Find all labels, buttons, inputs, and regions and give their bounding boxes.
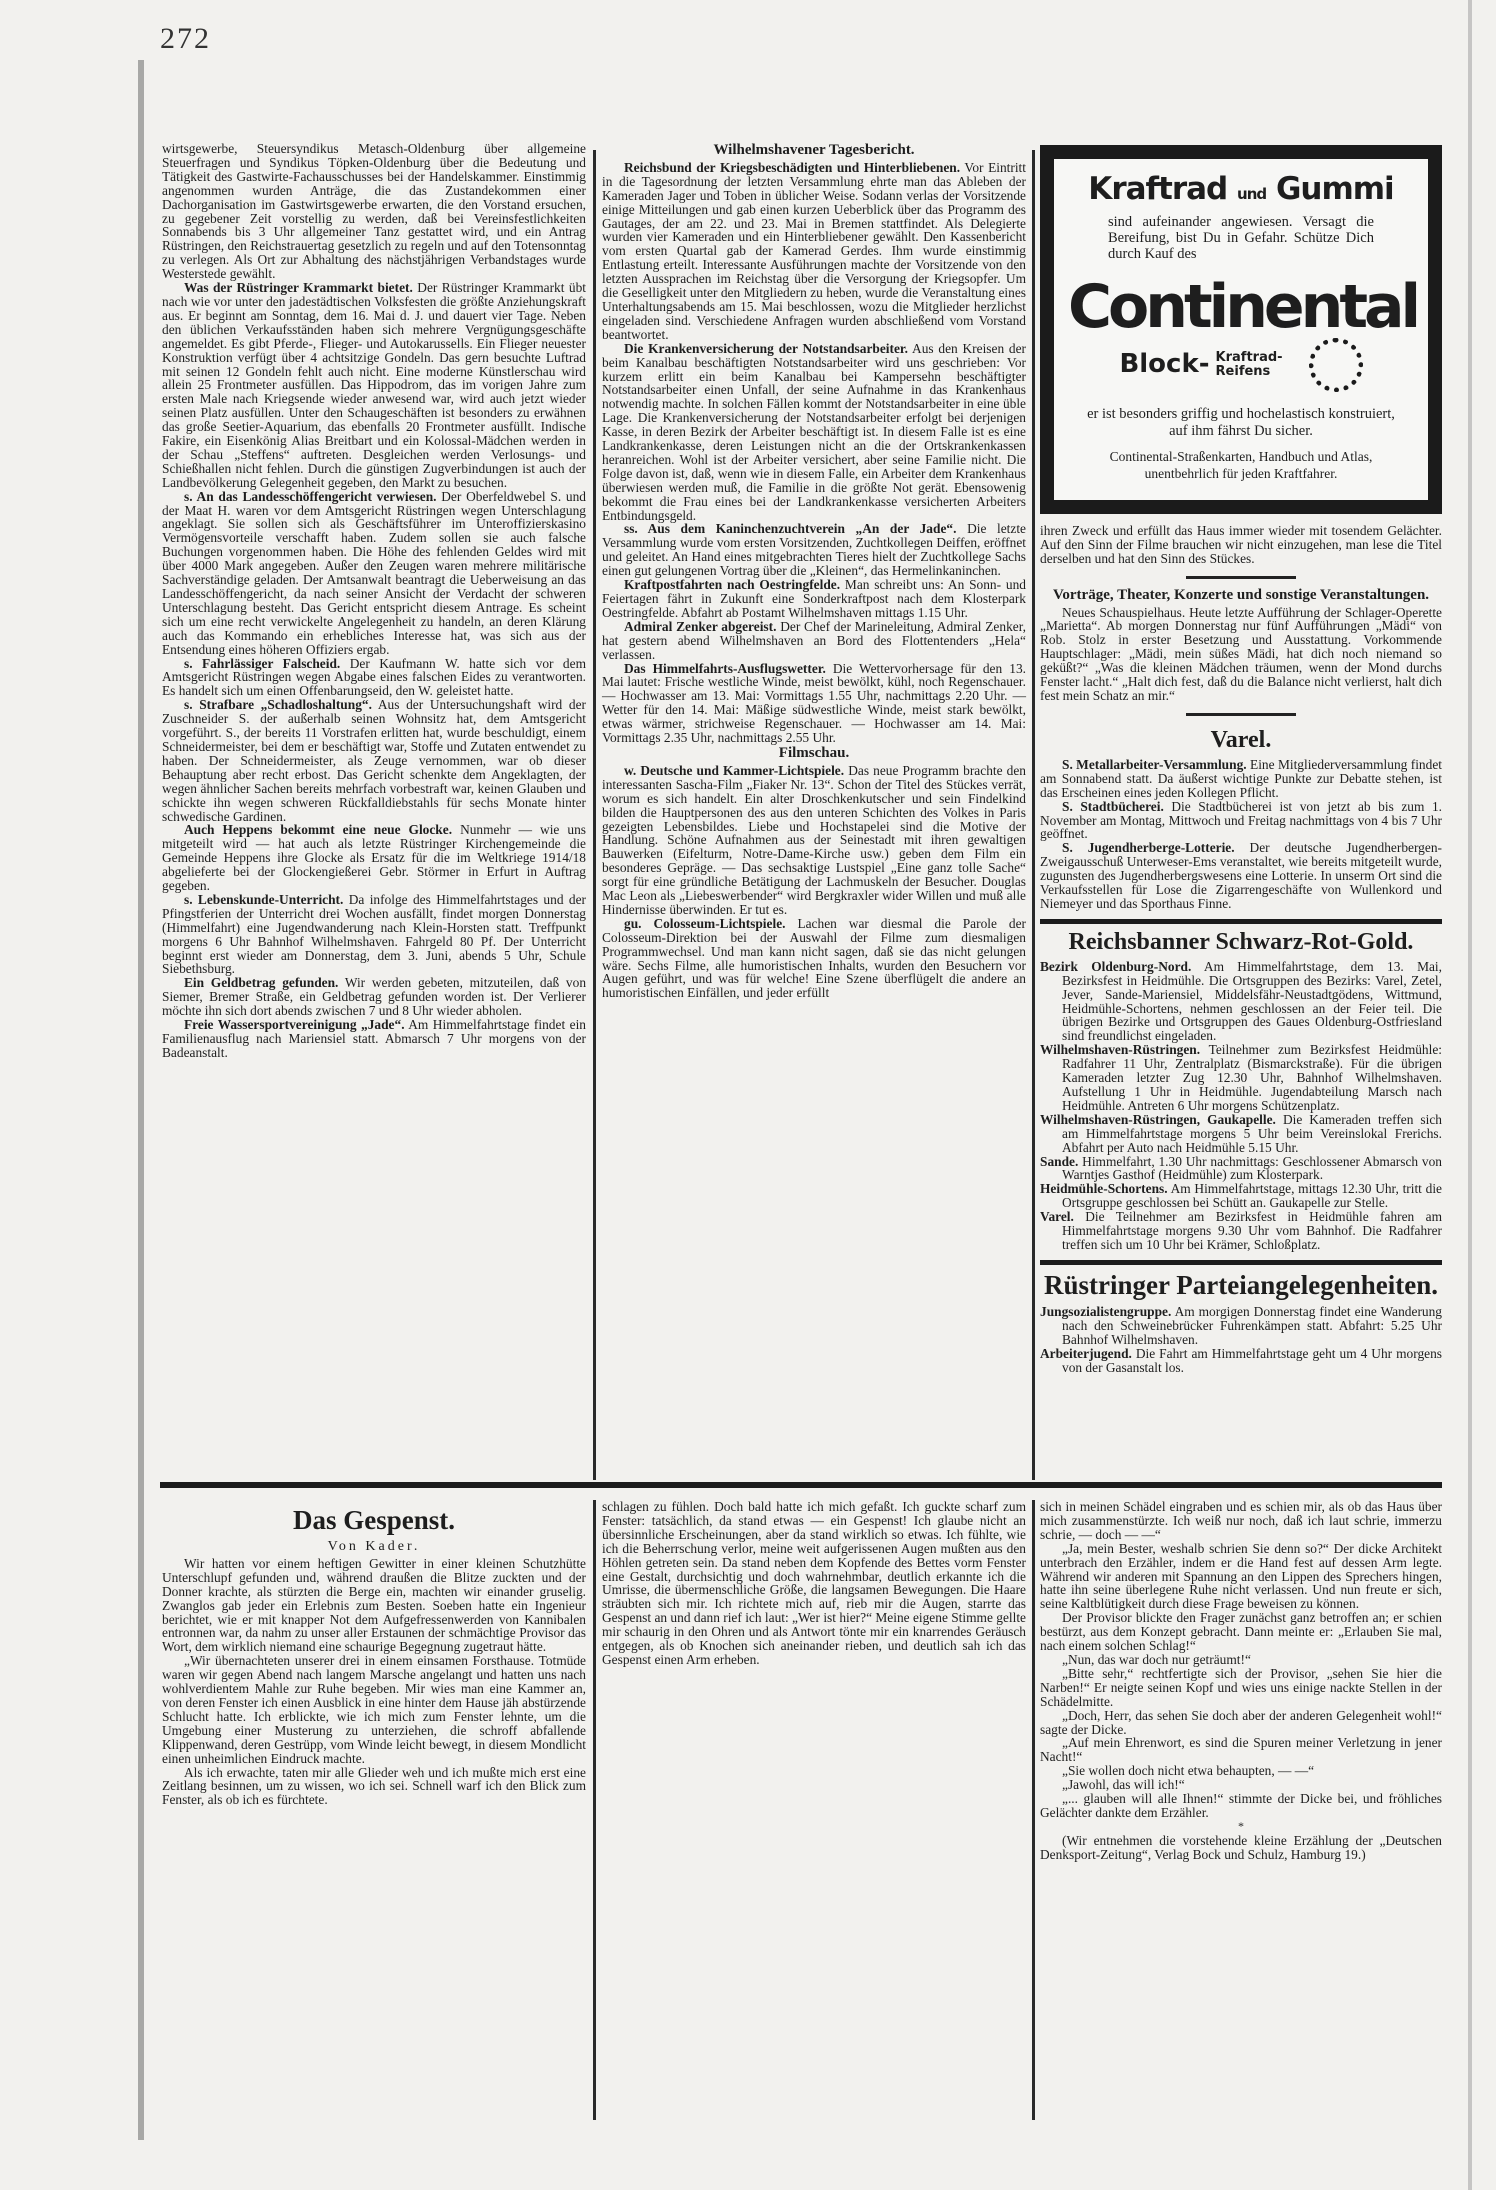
article: [162, 490, 586, 657]
article-heading: Freie Wassersportvereinigung „Jade“.: [184, 1017, 405, 1033]
article-heading: Wilhelmshaven-Rüstringen, Gaukapelle.: [1040, 1111, 1276, 1127]
scan-shadow-right: [1468, 0, 1472, 2190]
article-heading: Das Himmelfahrts-Ausflugswetter.: [624, 660, 826, 676]
article: [162, 1018, 586, 1060]
article-heading: Kraftpostfahrten nach Oestringfelde.: [624, 577, 841, 593]
article-body: Man schreibt uns: An Sonn- und Feiertagen fährt in Zukunft eine Sonderkraftpost nach dem Klosterpark Oestringfelde. Abfahrt ab Postamt Wilhelmshaven mittags 1.15 Uhr.: [602, 577, 1026, 620]
ad-product-name: Block-: [1119, 348, 1210, 379]
ad-headline: [1068, 171, 1414, 207]
article: [1040, 1113, 1442, 1155]
tire-emblem-icon: [1309, 338, 1363, 392]
section-title: Varel.: [1210, 726, 1272, 753]
article-body: Am Himmelfahrtstage findet ein Familienausflug nach Mariensiel statt. Abmarsch 7 Uhr morgens von der Badeanstalt.: [162, 1017, 586, 1060]
article-heading: Ein Geldbetrag gefunden.: [184, 975, 339, 991]
column-divider: [1032, 150, 1035, 1480]
article-heading: Jungsozialistengruppe.: [1040, 1303, 1172, 1319]
ad-text: Continental-Straßenkarten, Handbuch und Atlas, unentbehrlich für jeden Kraftfahrer.: [1109, 448, 1373, 481]
section-title: Rüstringer Parteiangelegenheiten.: [1044, 1269, 1438, 1300]
ad-headline-a: Kraftrad: [1088, 171, 1228, 207]
article-body: Am Himmelfahrtstage, dem 13. Mai, Bezirksfest in Heidmühle. Die Ortsgruppen des Bezirks: Varel, Zetel, Jever, Sande-Mariensiel, Middelsfähr-Neustadtgödens, Wittmund, Heidmühle-Schortens, nehmen geschlossen an der Feier teil. Die übrigen Bezirke und Ortsgruppen des Gaues Oldenburg-Ostfriesland sind freundlichst eingeladen.: [1062, 958, 1442, 1044]
story-paragraph: „Bitte sehr,“ rechtfertigte sich der Provisor, „sehen Sie hier die Narben!“ Er neigte seinen Kopf und wies uns einige nackte Stellen in der Schädelmitte.: [1040, 1665, 1442, 1709]
article-body: Die Kameraden treffen sich am Himmelfahrtstage morgens 5 Uhr beim Vereinslokal Frerichs. Abfahrt per Auto nach Heidmühle 5.15 Uhr.: [1062, 1111, 1442, 1155]
article-heading: Reichsbund der Kriegsbeschädigten und Hinterbliebenen.: [624, 159, 961, 175]
story-paragraph: sich in meinen Schädel eingraben und es schien mir, als ob das Haus über mich zusammenstürzte. Ich weiß nur noch, daß ich laut schrie, immerzu schrie, — doch — —“: [1040, 1499, 1442, 1542]
story-title: Das Gespenst.: [292, 1505, 455, 1535]
ad-product: [1068, 338, 1414, 392]
article-body: Neues Schauspielhaus. Heute letzte Aufführung der Schlager-Operette „Marietta“. Ab morgen Donnerstag nur fünf Aufführungen „Mädi“ von Rob. Stolz in erster Besetzung und Ausstattung. Vorkommende Hauptschlager: „Mädi, mein süßes Mädi, hat dich noch niemand so geküßt?“ „Was die kleinen Mädchen träumen, wenn der Mond durchs Fenster lacht.“ „Halt dich fest, daß du die Balance nicht verlierst, halt dich fest mein Schatz an mir.“: [1040, 604, 1442, 703]
article: [162, 976, 586, 1018]
story-paragraph: Als ich erwachte, taten mir alle Glieder weh und ich mußte mich erst eine Zeitlang besinnen, um zu wissen, wo ich sei. Schnell warf ich den Blick zum Fenster, als ob ich es fürchtete.: [162, 1764, 586, 1808]
column-3: [1040, 145, 1442, 1374]
article-heading: S. Stadtbücherei.: [1062, 798, 1164, 814]
column-divider: [1032, 1500, 1035, 2120]
article-heading: Varel.: [1040, 1209, 1074, 1225]
story-paragraph: „... glauben will alle Ihnen!“ stimmte der Dicke bei, und fröhliches Gelächter dankte dem Erzähler.: [1040, 1791, 1442, 1820]
article-body: Vor Eintritt in die Tagesordnung der letzten Versammlung ehrte man das Ableben der Kameraden Jager und Toben in üblicher Weise. Sodann verlas der Vorsitzende einige Mitteilungen und gab einen kurzen Ueberblick über das Programm des Gautages, der am 22. und 23. Mai in Bremen stattfindet. Als Delegierte wurden vier Kameraden und ein Hinterbliebener gewählt. Den Kassenbericht vom ersten Quartal gab der Kamerad Gerdes. Ihm wurde einstimmig Entlastung erteilt. Interessante Ausführungen machte der Vorsitzende von den letzten Aussprachen im Reichstag über die Versorgung der Kriegsopfer. Um die Geselligkeit unter den Mitgliedern zu heben, wurde die Veranstaltung eines Unterhaltungsabends am 15. Mai beschlossen, wozu die Mitglieder herzlichst eingeladen sind. Verschiedene Anfragen wurden abschließend vom Vorstand beantwortet.: [602, 159, 1027, 342]
divider: [1186, 576, 1296, 579]
ad-text: er ist besonders griffig und hochelastisch konstruiert, auf ihm fährst Du sicher.: [1087, 405, 1395, 439]
story-byline: Von Kader.: [327, 1539, 421, 1554]
article-body: Lachen war diesmal die Parole der Colosseum-Direktion bei der Auswahl der Filme zum diesmaligen Programmwechsel. Und man kann nicht sagen, daß sie das nicht gelungen wäre. Sechs Filme, alle humoristischen Inhalts, wurden den Besuchern vor Augen geführt, und was für welche! Eine Szene überflügelt die andere an humoristischen Einfällen, und jeder erfüllt: [602, 915, 1026, 1001]
article-body: Die Wettervorhersage für den 13. Mai lautet: Frische westliche Winde, meist bewölkt, kühl, noch Regenschauer. — Hochwasser am 13. Mai: Vormittags 1.55 Uhr, nachmittags 2.20 Uhr. — Wetter für den 14. Mai: Mäßige südwestliche Winde, meist stark bewölkt, etwas wärmer, strichweise Regenschauer. — Hochwasser am 14. Mai: Vormittags 2.35 Uhr, nachmittags 2.55 Uhr.: [602, 660, 1026, 746]
section-title: Reichsbanner Schwarz-Rot-Gold.: [1068, 928, 1414, 955]
article: [162, 698, 586, 823]
story-column-2: [602, 1500, 1026, 1667]
article-body: Der Kaufmann W. hatte sich vor dem Amtsgericht Rüstringen wegen Abgabe eines falschen Eides zu verantworten. Es handelt sich um einen Offenbarungseid, den W. geleistet hatte.: [162, 655, 586, 699]
article: [602, 342, 1026, 523]
article-body: Die Teilnehmer am Bezirksfest in Heidmühle fahren am Himmelfahrtstage morgens 9.30 Uhr vom Bahnhof. Die Radfahrer treffen sich um 10 Uhr bei Krämer, Schloßplatz.: [1062, 1209, 1442, 1252]
article-body: Der deutsche Jugendherbergen-Zweigausschuß Unterweser-Ems veranstaltet, wie bereits mitgeteilt wurde, zugunsten des Jugendherbergswesens eine Lotterie. In unserm Ort sind die Verkaufsstellen für Lose die Zigarrengeschäfte von Wullenkord und Niemeyer und das Sporthaus Finne.: [1040, 840, 1442, 911]
ad-product-sub2: Reifens: [1215, 363, 1271, 379]
article-heading: Was der Rüstringer Krammarkt bietet.: [184, 280, 413, 296]
story-paragraph: „Jawohl, das will ich!“: [1062, 1777, 1185, 1793]
article-body: Der Chef der Marineleitung, Admiral Zenker, hat gestern abend Wilhelmshaven an Bord des Flottentenders „Hela“ verlassen.: [602, 618, 1026, 662]
article-heading: Die Krankenversicherung der Notstandsarbeiter.: [624, 340, 908, 356]
article-heading: w. Deutsche und Kammer-Lichtspiele.: [624, 762, 845, 778]
section-title: Wilhelmshavener Tagesbericht.: [713, 142, 915, 158]
story-paragraph: „Nun, das war doch nur geträumt!“: [1062, 1651, 1251, 1667]
divider: [1186, 713, 1296, 716]
section-title: Filmschau.: [778, 744, 850, 761]
divider: [1040, 1260, 1442, 1265]
story-paragraph: Der Provisor blickte den Frager zunächst ganz betroffen an; er schien bestürzt, aus dem Konzept gebracht. Dann meinte er: „Erlauben Sie mal, nach einem solchen Schlag!“: [1040, 1610, 1442, 1654]
article-body: Aus den Kreisen der beim Kanalbau beschäftigten Notstandsarbeiter wird uns geschrieben: Vor kurzem erlitt ein beim Kanalbau bei Kampersehn beschäftigter Notstandsarbeiter einen Unfall, der seine Aufnahme in das Krankenhaus notwendig machte. In solchen Fällen kommt der Notstandsarbeiter in eine üble Lage. Die Krankenversicherung der Notstandsarbeiter erfolgt bei derjenigen Kasse, in deren Bezirk der Arbeiter beschäftigt ist. In diesem Falle ist es eine Landkrankenkasse, deren Leistungen nicht an die der Ortskrankenkassen heranreichen. Wohl ist der Arbeiter versichert, aber seine Familie nicht. Die Folge davon ist, daß, wenn wie in diesem Falle, ein Arbeiter dem Krankenhaus überwiesen werden muß, die Familie in die größte Not gerät. Ebensowenig bekommt die Frau eines bei der Landkrankenkasse versicherten Arbeiters Entbindungsgeld.: [602, 340, 1027, 523]
column-divider: [593, 150, 596, 1480]
article: [1040, 1210, 1442, 1252]
article-heading: ss. Aus dem Kaninchenzuchtverein „An der Jade“.: [624, 521, 957, 537]
article-body: Aus der Untersuchungshaft wird der Zuschneider S. der außerhalb seinen Wohnsitz hat, dem Amtsgericht vorgeführt. S., der bereits 11 Vorstrafen erlitten hat, wurde beschuldigt, einem Schneidermeister, bei dem er beschäftigt war, Stoffe und Zutaten entwendet zu haben. Der Schneidermeister, als Zeuge vernommen, war ob dieser Behauptung aber recht erbost. Das Gericht schenkte dem Angeklagten, der wegen ähnlicher Sachen bereits mehrfach vorbestraft war, keinen Glauben und schickte ihn wegen schweren Rückfalldiebstahls für sechs Monate hinter schwedische Gardinen.: [162, 697, 587, 824]
scan-shadow-left: [138, 60, 144, 2140]
source-note: (Wir entnehmen die vorstehende kleine Erzählung der „Deutschen Denksport-Zeitung“, Verlag Bock und Schulz, Hamburg 19.): [1040, 1832, 1442, 1862]
article: [162, 823, 586, 893]
article-body: Die Fahrt am Himmelfahrtstage geht um 4 Uhr morgens von der Gasanstalt los.: [1062, 1345, 1442, 1375]
article: [162, 281, 586, 490]
article-body: Der Rüstringer Krammarkt übt nach wie vor unter den jadestädtischen Volksfesten die größte Anziehungskraft aus. Er beginnt am Sonntag, dem 16. Mai d. J. und dauert vier Tage. Neben den üblichen Verkaufsständen haben sich mehrere Vergnügungsgeschäfte angemeldet. Es gibt Pferde-, Flieger- und Autokarussells. Ein Flieger neuester Konstruktion verfügt über 4 achtsitzige Gondeln. Das gern besuchte Luftrad mit seinen 12 Gondeln fehlt auch nicht. Eine moderne Künstlerschau wird allein 25 Frontmeter ausfüllen. Das Hippodrom, das im vorigen Jahre zum ersten Male nach Kriegsende wieder anwesend war, wird auch jetzt wieder seinen Platz ausfüllen. Unter den Schaugeschäften ist besonders zu erwähnen das große Seetier-Aquarium, das ebenfalls 20 Frontmeter ausfüllt. Indische Fakire, ein Eisenkönig Alias Breitbart und ein Kolossal-Mädchen werden in der Schau „Steffens“ auftreten. Desgleichen werden Verlosungs- und Schießhallen nicht fehlen. Durch die günstigen Zugverbindungen ist auch der Landbevölkerung Gelegenheit gegeben, den Markt zu besuchen.: [162, 280, 587, 490]
article: [1040, 1155, 1442, 1183]
section-title: Vorträge, Theater, Konzerte und sonstige Veranstaltungen.: [1052, 586, 1430, 603]
story-paragraph: „Ja, mein Bester, weshalb schrien Sie denn so?“ Der dicke Architekt unterbrach den Erzähler, indem er die Hand fest auf dessen Arm legte. Während wir anderen mit Spannung an den Lippen des Sprechers hingen, hatte ihn seine überlegene Ruhe nicht verlassen. Und nun freute er sich, seine Kaltblütigkeit durch diese Frage beweisen zu können.: [1040, 1540, 1442, 1612]
article-body: Der Oberfeldwebel S. und der Maat H. waren vor dem Amtsgericht Rüstringen wegen Unterschlagung angeklagt. Sie sollen sich als Geschäftsführer im Unteroffizierskasino Vermögensvorteile verschafft haben. Zudem sollen sie auch falsche Buchungen vorgenommen haben. Die Höhe des fehlenden Geldes wird mit über 4000 Mark angegeben. Außer den Zeugen waren mehrere militärische Sachverständige geladen. Der Amtsanwalt beantragt die Ueberweisung an das Landesschöffengericht, da nach seiner Ansicht der Verdacht der schweren Unterschlagung besteht. Das Gericht entspricht diesem Antrage. Es scheint sich um eine recht verwickelte Angelegenheit zu handeln, an deren Klärung auch das Kommando ein erhebliches Interesse hat, was sich aus der Entsendung eines höheren Offiziers ergab.: [162, 488, 586, 657]
article-body: Am Himmelfahrtstage, mittags 12.30 Uhr, tritt die Ortsgruppe geschlossen bei Schütt an. Gaukapelle zur Stelle.: [1062, 1181, 1442, 1211]
ad-headline-und: und: [1237, 185, 1267, 203]
article-body: Am morgigen Donnerstag findet eine Wanderung nach den Schweinebrücker Fuhrenkämpen statt. Abfahrt: 5.25 Uhr Bahnhof Wilhelmshaven.: [1062, 1303, 1442, 1347]
story-paragraph: „Wir übernachteten unserer drei in einem einsamen Forsthause. Totmüde waren wir gegen Abend nach langem Marsche angelangt und hatten uns nach wohlverdientem Mahle zur Ruhe begeben. Mir wies man eine Kammer an, von deren Fenster ich einen Ausblick in eine hinter dem Hause jäh abstürzende Schlucht hatte. Ich erblickte, wie ich mich zum Fenster lehnte, um die Umgebung einer Musterung zu unterziehen, die schroff abfallende Klippenwand, deren Gestrüpp, vom Winde leicht bewegt, in diesem Mondlicht einen unheimlichen Eindruck machte.: [162, 1653, 586, 1766]
separator-star: *: [1238, 1818, 1244, 1833]
article-body: Nunmehr — wie uns mitgeteilt wird — hat auch als letzte Rüstringer Kirchengemeinde die Gemeinde Heppens ihre Glocke als Ersatz für die im Weltkriege 1914/18 abgelieferte bei der Glockengießerei Gebr. Störmer in Erfurt in Auftrag gegeben.: [162, 822, 586, 894]
article-heading: s. Fahrlässiger Falscheid.: [184, 655, 341, 671]
article-heading: Wilhelmshaven-Rüstringen.: [1040, 1042, 1201, 1058]
ad-text: sind aufeinander angewiesen. Versagt die Bereifung, bist Du in Gefahr. Schütze Dich durch Kauf des: [1108, 213, 1374, 262]
article-heading: Admiral Zenker abgereist.: [624, 618, 777, 634]
article: [1040, 841, 1442, 911]
article-heading: Sande.: [1040, 1153, 1079, 1169]
article-body: Da infolge des Himmelfahrtstages und der Pfingstferien der Unterricht drei Wochen ausfällt, findet morgen Donnerstag (Himmelfahrt) eine Jugendwanderung nach Klein-Horsten statt. Treffpunkt morgens 6 Uhr Bahnhof Wilhelmshaven. Fahrgeld 80 Pf. Der Unterricht beginnt erst wieder am Donnerstag, dem 3. Juni, abends 5 Uhr, Schule Siebethsburg.: [162, 891, 586, 977]
divider: [1040, 919, 1442, 924]
ad-brand-logo: Continental: [1068, 271, 1418, 342]
article-body: Himmelfahrt, 1.30 Uhr nachmittags: Geschlossener Abmarsch von Warntjes Gasthof (Heidmühle) zum Klosterpark.: [1062, 1153, 1442, 1183]
article-body: Teilnehmer zum Bezirksfest Heidmühle: Radfahrer 11 Uhr, Zentralplatz (Bismarckstraße). Für die übrigen Kameraden letzter Zug 12.30 Uhr, Bahnhof Wilhelmshaven. Aufstellung 1 Uhr in Heidmühle. Jugendabteilung Marsch nach Heidmühle. Antreten 6 Uhr morgens Schützenplatz.: [1062, 1042, 1443, 1113]
ad-headline-b: Gummi: [1275, 171, 1394, 207]
article: [602, 917, 1026, 1000]
column-2: [602, 142, 1026, 1000]
page-number: 272: [160, 22, 211, 55]
article-heading: gu. Colosseum-Lichtspiele.: [624, 915, 786, 931]
article-heading: s. Lebenskunde-Unterricht.: [184, 891, 344, 907]
article: [1040, 1347, 1442, 1375]
story-paragraph: „Auf mein Ehrenwort, es sind die Spuren meiner Verletzung in jener Nacht!“: [1040, 1735, 1442, 1765]
article: [602, 522, 1026, 578]
column-divider: [593, 1500, 596, 2120]
article-heading: s. An das Landesschöffengericht verwiesen.: [184, 488, 437, 504]
article-heading: Auch Heppens bekommt eine neue Glocke.: [184, 822, 453, 838]
article: [1040, 1043, 1442, 1113]
article-body: wirtsgewerbe, Steuersyndikus Metasch-Oldenburg über allgemeine Steuerfragen und Syndikus Töpken-Oldenburg über die Bedeutung und Tätigkeit des Gastwirte-Fachausschusses bei der Handelskammer. Einstimmig angenommen wurden Anträge, die das Zustandekommen einer Dachorganisation im Gastwirtsgewerbe erwarten, die den Vorstand ersuchen, zu gegebener Zeit vorstellig zu werden, daß bei Vereinsfestlichkeiten Sonnabends bis 3 Uhr allgemeiner Tanz gestattet wird, und ein Antrag Rüstringen, den Reichstrauertag gesetzlich zu regeln und auf den Totensonntag zu verlegen. Als Ort zur Abhaltung des nächstjährigen Verbandstages wurde Westerstede gewählt.: [162, 141, 586, 282]
story-paragraph: schlagen zu fühlen. Doch bald hatte ich mich gefaßt. Ich guckte scharf zum Fenster: tatsächlich, da stand etwas — ein Gespenst! Ich glaube nicht an übersinnliche Erscheinungen, aber da stand wirklich so etwas. Ich fühlte, wie ich die Beherrschung verlor, meine weit aufgerissenen Augen mußten aus den Höhlen getreten sein. Da stand neben dem Kopfende des Bettes vorm Fenster eine Gestalt, durchsichtig und doch wahrnehmbar, deutlich erkannte ich die Umrisse, die übermenschliche Größe, die langsamen Bewegungen. Die Haare sträubten sich mir. Ich richtete mich auf, rieb mir die Augen, starrte das Gespenst an und dann rief ich laut: „Wer ist hier?“ Meine eigene Stimme gellte mir schaurig in den Ohren und als Antwort tönte mir ein knarrendes Geräusch entgegen, als ob Knochen sich aneinander rieben, und deutlich sah ich das Gespenst einen Arm erheben.: [602, 1499, 1026, 1667]
article-heading: S. Jugendherberge-Lotterie.: [1062, 840, 1235, 856]
continental-advertisement: [1040, 145, 1442, 514]
story-paragraph: „Sie wollen doch nicht etwa behaupten, — —“: [1062, 1763, 1315, 1779]
story-paragraph: Wir hatten vor einem heftigen Gewitter in einer kleinen Schutzhütte Unterschlupf gefunden und, während draußen die Blitze zuckten und der Donner krachte, als stürzten die Berge ein, machten wir einander gruselig. Zwanglos gab jeder ein Erlebnis zum Besten. Soeben hatte ein Ingenieur berichtet, wie er mit knapper Not dem Aufgefressenwerden von Kannibalen entronnen war, da nahm zu unser aller Erstaunen der schmächtige Provisor das Wort, dem wirklich niemand eine schaurige Begegnung zugetraut hätte.: [162, 1555, 586, 1655]
article-heading: s. Strafbare „Schadloshaltung“.: [184, 697, 372, 713]
column-1: [162, 142, 586, 1060]
article-heading: S. Metallarbeiter-Versammlung.: [1062, 756, 1247, 772]
article: [602, 764, 1026, 917]
article: [602, 161, 1026, 342]
article: [162, 893, 586, 976]
article-heading: Bezirk Oldenburg-Nord.: [1040, 958, 1192, 974]
article: [1040, 1305, 1442, 1347]
article-body: Das neue Programm brachte den interessanten Sascha-Film „Fiaker Nr. 13“. Schon der Titel des Stückes verrät, worum es sich handelt. Ein alter Droschkenkutscher und sein Findelkind bilden die Hauptpersonen des aus den unteren Schichten des Volkes in Paris gezeigten Lebensbildes. Liebe und Hochstapelei sind die Motive der Handlung. Schöne Aufnahmen aus der Seinestadt mit ihren gewaltigen Bauwerken (Eifelturm, Notre-Dame-Kirche usw.) geben dem Film ein besonderes Gepräge. — Das sechsaktige Lustspiel „Eine ganz tolle Sache“ sorgt für eine gründliche Betätigung der Lachmuskeln der Besucher. Douglas Mac Leon als „Liebeswerbender“ wird Bergkraxler wider Willen und muß alle Hindernisse überwinden. Er tut es.: [602, 762, 1026, 917]
article: [1040, 1182, 1442, 1210]
article: [602, 662, 1026, 745]
article-body: Die letzte Versammlung wurde vom ersten Vorsitzenden, Zuchtkollegen Deiffen, eröffnet und geleitet. An Hand eines mitgebrachten Tieres hielt der Zuchtkollege Sachs einen gut gelungenen Vortrag über die „Kleinen“, das Hermelinkaninchen.: [602, 521, 1026, 579]
article: [1040, 960, 1442, 1043]
article: [602, 578, 1026, 620]
article: [162, 142, 586, 281]
article-body: Die Stadtbücherei ist von jetzt ab bis zum 1. November am Montag, Mittwoch und Freitag nachmittags von 4 bis 7 Uhr geöffnet.: [1040, 798, 1443, 842]
article: [1040, 800, 1442, 842]
article-heading: Arbeiterjugend.: [1040, 1345, 1132, 1361]
story-paragraph: „Doch, Herr, das sehen Sie doch aber der anderen Gelegenheit wohl!“ sagte der Dicke.: [1040, 1707, 1442, 1737]
article-body: ihren Zweck und erfüllt das Haus immer wieder mit tosendem Gelächter. Auf den Sinn der Filme brauchen wir nicht einzugehen, man lese die Titel derselben und hat den Sinn des Stückes.: [1040, 522, 1442, 566]
story-column-3: [1040, 1500, 1442, 1862]
ad-product-sub1: Kraftrad-: [1215, 349, 1283, 365]
article: [162, 657, 586, 699]
story-column-1: [162, 1500, 586, 1807]
article-body: Wir werden gebeten, mitzuteilen, daß von Siemer, Bremer Straße, ein Geldbetrag gefunden worden ist. Der Verlierer möchte ihn sich dort abends zwischen 7 und 8 Uhr wieder abholen.: [162, 975, 587, 1019]
article: [1040, 758, 1442, 800]
article: [602, 620, 1026, 662]
article-heading: Heidmühle-Schortens.: [1040, 1181, 1168, 1197]
section-divider: [160, 1482, 1442, 1488]
article-body: Eine Mitgliederversammlung findet am Sonnabend statt. Da äußerst wichtige Punkte zur Debatte stehen, ist das Erscheinen eines jeden Kollegen Pflicht.: [1040, 756, 1442, 800]
